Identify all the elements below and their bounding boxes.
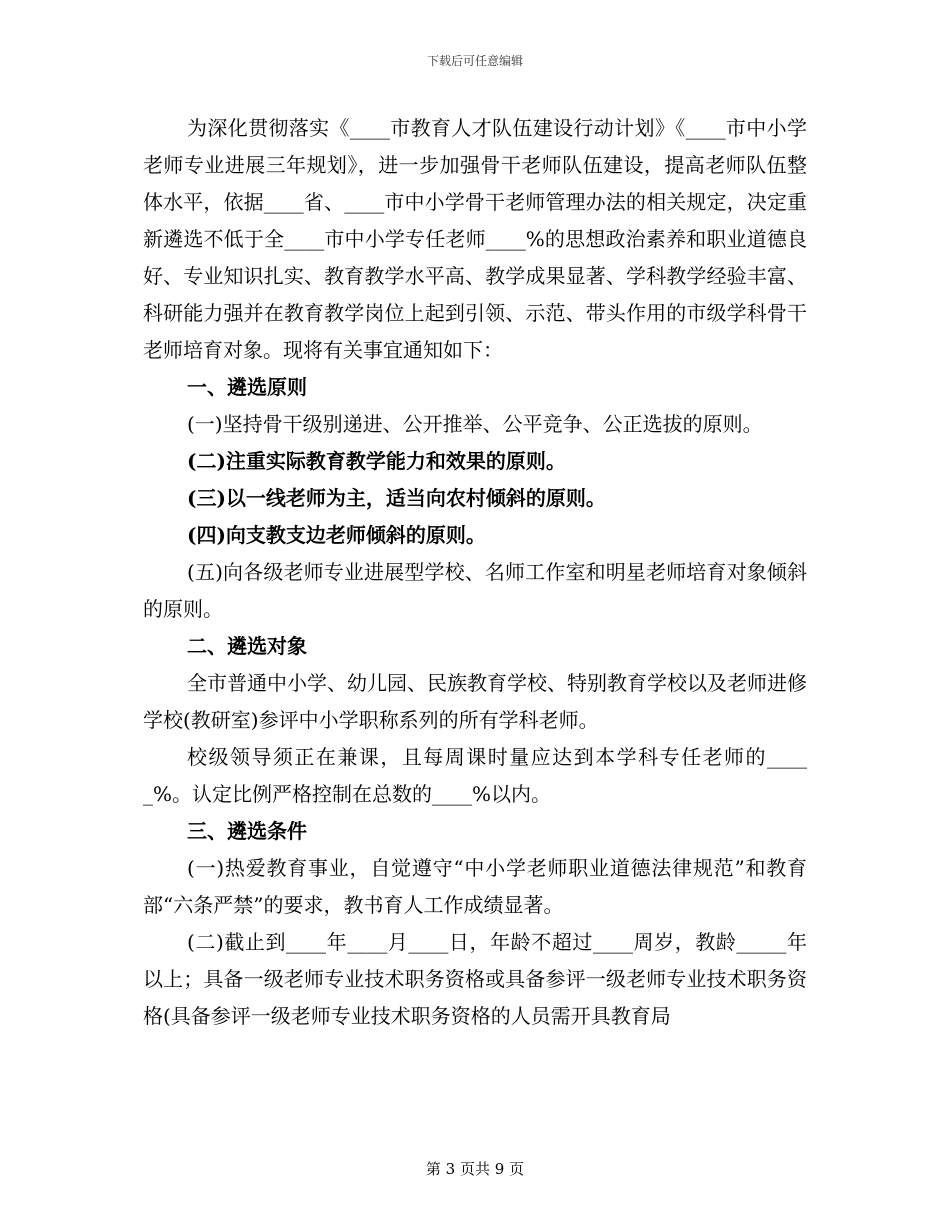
- section-heading-targets: 二、遴选对象: [187, 634, 307, 658]
- condition-item-2: (二)截止到____年____月____日，年龄不超过____周岁，教龄_____年以上；具备一级老师专业技术职务资格或具备参评一级老师专业技术职务资格(具备参评一级老师专业技术职务资格的人员需开具教育局: [143, 930, 807, 1028]
- condition-item-1: (一)热爱教育事业，自觉遵守“中小学老师职业道德法律规范”和教育部“六条严禁”的要求，教书育人工作成绩显著。: [143, 856, 807, 917]
- leaders-paragraph: 校级领导须正在兼课，且每周课时量应达到本学科专任老师的_____%。认定比例严格控制在总数的____%以内。: [143, 745, 807, 806]
- section-heading-principles: 一、遴选原则: [187, 375, 307, 399]
- principle-item-5: (五)向各级老师专业进展型学校、名师工作室和明星老师培育对象倾斜的原则。: [143, 560, 807, 621]
- page-header: 下载后可任意编辑: [426, 54, 523, 68]
- principle-item-3: (三)以一线老师为主，适当向农村倾斜的原则。: [187, 486, 606, 510]
- principle-item-1: (一)坚持骨干级别递进、公开推举、公平竞争、公正选拔的原则。: [187, 412, 763, 436]
- page-footer: 第 3 页共 9 页: [425, 1160, 525, 1178]
- targets-paragraph: 全市普通中小学、幼儿园、民族教育学校、特别教育学校以及老师进修学校(教研室)参评中小学职称系列的所有学科老师。: [143, 671, 807, 732]
- principle-item-2: (二)注重实际教育教学能力和效果的原则。: [187, 449, 566, 473]
- document-body: [143, 110, 807, 1035]
- principle-item-4: (四)向支教支边老师倾斜的原则。: [187, 523, 486, 547]
- section-heading-conditions: 三、遴选条件: [187, 819, 307, 843]
- intro-paragraph: 为深化贯彻落实《____市教育人才队伍建设行动计划》《____市中小学老师专业进展三年规划》，进一步加强骨干老师队伍建设，提高老师队伍整体水平，依据____省、____市中小学骨干老师管理办法的相关规定，决定重新遴选不低于全____市中小学专任老师____%的思想政治素养和职业道德良好、专业知识扎实、教育教学水平高、教学成果显著、学科教学经验丰富、科研能力强并在教育教学岗位上起到引领、示范、带头作用的市级学科骨干老师培育对象。现将有关事宜通知如下：: [143, 116, 807, 362]
